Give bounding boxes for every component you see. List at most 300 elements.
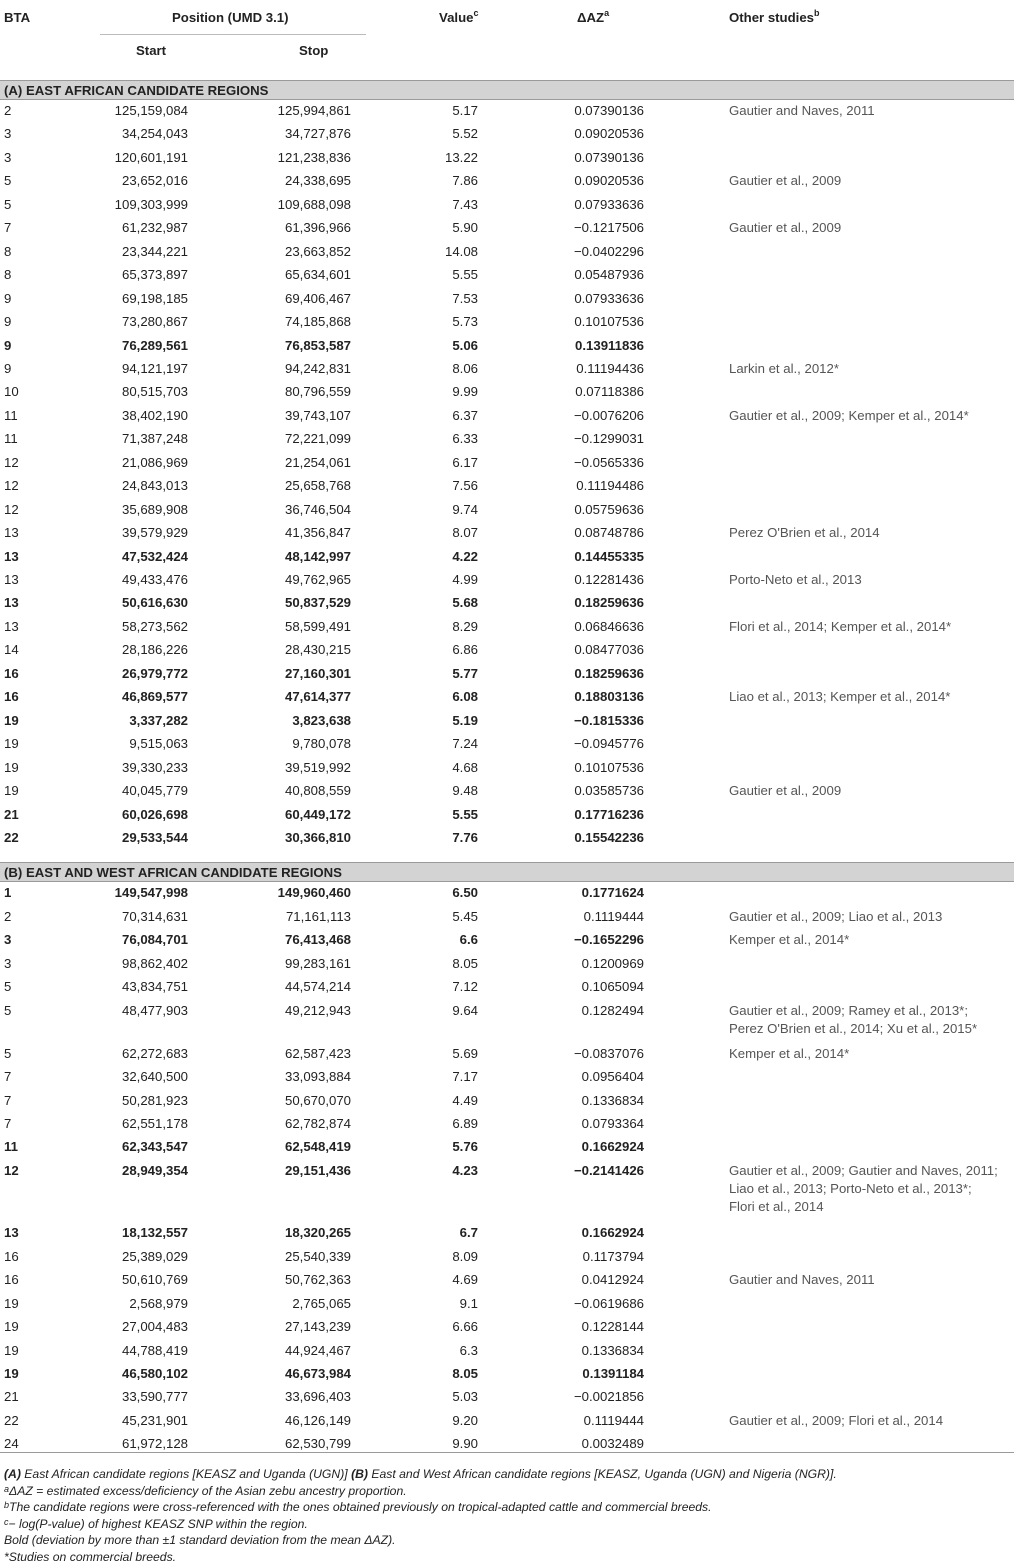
cell-value: 5.73	[452, 314, 478, 330]
cell-value: 9.99	[452, 384, 478, 400]
cell-value: 5.69	[452, 1045, 478, 1061]
cell-bta: 7	[4, 1069, 12, 1085]
cell-value: 5.55	[452, 806, 478, 822]
cell-value: 5.17	[452, 103, 478, 118]
cell-daz: 0.07933636	[574, 196, 644, 212]
cell-bta: 13	[4, 595, 19, 611]
cell-value: 6.17	[452, 454, 478, 470]
cell-stop: 109,688,098	[277, 196, 351, 212]
cell-value: 7.53	[452, 290, 478, 306]
cell-start: 43,834,751	[121, 979, 188, 995]
cell-start: 65,373,897	[121, 267, 188, 283]
cell-daz: 0.1336834	[581, 1092, 644, 1108]
cell-bta: 9	[4, 314, 12, 330]
cell-stop: 50,670,070	[284, 1092, 351, 1108]
cell-daz: 0.08748786	[574, 525, 644, 541]
cell-value: 4.22	[452, 548, 478, 564]
cell-stop: 74,185,868	[284, 314, 351, 330]
cell-start: 47,532,424	[121, 548, 188, 564]
cell-start: 76,084,701	[121, 932, 188, 948]
footnote-value-text: − log(P-value) of highest KEASZ SNP within the region.	[8, 1516, 308, 1531]
cell-daz: 0.09020536	[574, 126, 644, 142]
cell-bta: 12	[4, 454, 19, 470]
cell-bta: 19	[4, 1319, 19, 1335]
footnote-b-label: (B)	[351, 1467, 368, 1481]
cell-stop: 46,673,984	[284, 1366, 351, 1381]
cell-other-studies: Liao et al., 2013; Kemper et al., 2014*	[729, 689, 951, 705]
cell-start: 80,515,703	[121, 384, 188, 400]
cell-value: 6.86	[452, 642, 478, 658]
cell-stop: 49,762,965	[284, 572, 351, 587]
footnote-other-text: The candidate regions were cross-referenced with the ones obtained previously on tropical-adapted cattle and commercial breeds.	[9, 1500, 712, 1514]
cell-value: 8.05	[452, 1366, 478, 1381]
cell-value: 6.50	[452, 885, 478, 901]
cell-stop: 41,356,847	[284, 525, 351, 541]
cell-start: 44,788,419	[121, 1342, 188, 1358]
cell-value: 6.3	[459, 1342, 478, 1358]
cell-start: 73,280,867	[121, 314, 188, 330]
cell-stop: 23,663,852	[284, 243, 351, 259]
footnote-a-label: (A)	[4, 1467, 21, 1481]
cell-bta: 16	[4, 689, 19, 705]
cell-daz: 0.1391184	[582, 1366, 644, 1381]
cell-start: 69,198,185	[121, 290, 188, 306]
cell-bta: 13	[4, 572, 19, 587]
cell-other-studies: Gautier et al., 2009; Flori et al., 2014	[729, 1412, 944, 1428]
cell-start: 27,004,483	[121, 1319, 188, 1335]
cell-stop: 60,449,172	[284, 806, 351, 822]
cell-daz: 0.18803136	[574, 689, 644, 705]
cell-bta: 3	[4, 955, 12, 971]
cell-stop: 27,143,239	[284, 1319, 351, 1335]
cell-start: 28,186,226	[121, 642, 188, 658]
footnote-bold: Bold (deviation by more than ±1 standard deviation from the mean ΔAZ).	[4, 1533, 396, 1547]
cell-stop: 72,221,099	[284, 431, 351, 447]
cell-value: 9.1	[459, 1295, 478, 1311]
cell-daz: 0.1228144	[581, 1319, 644, 1335]
cell-value: 7.24	[452, 736, 478, 752]
cell-stop: 71,161,113	[285, 908, 351, 924]
cell-stop: 149,960,460	[277, 885, 351, 901]
cell-stop: 94,242,831	[284, 360, 351, 376]
header-daz	[577, 10, 609, 25]
cell-daz: 0.08477036	[574, 642, 644, 658]
footnote-commercial: *Studies on commercial breeds.	[4, 1549, 177, 1564]
cell-start: 26,979,772	[121, 665, 188, 681]
cell-value: 8.05	[452, 955, 478, 971]
cell-daz: 0.1336834	[581, 1342, 644, 1358]
cell-daz: −0.0619686	[573, 1295, 644, 1311]
footnote-other-sup: b	[4, 1500, 10, 1510]
footnote-value-sup: c	[4, 1516, 9, 1527]
cell-daz: 0.09020536	[574, 173, 644, 189]
cell-value: 7.56	[452, 478, 478, 494]
cell-daz: 0.1282494	[581, 1002, 644, 1018]
cell-value: 7.43	[452, 196, 478, 212]
cell-value: 4.68	[452, 759, 478, 775]
cell-bta: 5	[4, 196, 12, 212]
cell-daz: 0.10107536	[574, 314, 644, 330]
cell-stop: 62,530,799	[284, 1436, 351, 1452]
cell-start: 23,652,016	[121, 173, 188, 189]
cell-value: 5.52	[452, 126, 478, 142]
cell-bta: 16	[4, 1248, 19, 1264]
cell-bta: 3	[4, 932, 12, 948]
footnote-value	[4, 1516, 1010, 1533]
cell-stop: 39,743,107	[284, 407, 351, 423]
cell-other-studies: Kemper et al., 2014*	[729, 932, 850, 948]
cell-other-studies: Gautier et al., 2009	[729, 783, 842, 799]
cell-start: 71,387,248	[121, 431, 188, 447]
cell-daz: 0.15542236	[574, 829, 644, 845]
cell-start: 62,343,547	[121, 1139, 188, 1155]
cell-start: 60,026,698	[121, 806, 188, 822]
cell-other-studies: Kemper et al., 2014*	[729, 1045, 850, 1061]
cell-daz: 0.11194436	[576, 360, 644, 376]
cell-bta: 8	[4, 267, 12, 283]
cell-daz: −0.2141426	[573, 1162, 644, 1178]
cell-daz: −0.0076206	[573, 407, 644, 423]
footnote-daz-sup: a	[4, 1483, 10, 1494]
cell-bta: 12	[4, 478, 19, 494]
cell-stop: 33,093,884	[284, 1069, 351, 1085]
cell-value: 6.6	[459, 932, 478, 948]
cell-start: 120,601,191	[114, 149, 188, 165]
cell-value: 5.76	[452, 1139, 478, 1155]
cell-stop: 50,837,529	[284, 595, 351, 611]
cell-daz: −0.1815336	[573, 712, 644, 728]
cell-bta: 13	[4, 548, 19, 564]
cell-stop: 2,765,065	[292, 1295, 351, 1311]
header-other-label: Other studies	[729, 10, 815, 25]
section-header: (A) EAST AFRICAN CANDIDATE REGIONS	[0, 80, 1014, 100]
cell-other-studies: Flori et al., 2014; Kemper et al., 2014*	[729, 618, 952, 634]
cell-bta: 16	[4, 665, 19, 681]
cell-value: 7.17	[452, 1069, 478, 1085]
cell-start: 98,862,402	[121, 955, 188, 971]
cell-value: 4.23	[452, 1162, 478, 1178]
cell-start: 39,330,233	[121, 759, 188, 775]
cell-stop: 49,212,943	[284, 1002, 351, 1018]
cell-value: 6.66	[452, 1319, 478, 1335]
cell-start: 39,579,929	[121, 525, 188, 541]
cell-stop: 44,574,214	[284, 979, 351, 995]
cell-stop: 9,780,078	[292, 736, 351, 752]
cell-other-studies: Gautier et al., 2009; Liao et al., 2013	[729, 908, 943, 924]
table-bottom-rule	[0, 1452, 1014, 1453]
cell-bta: 11	[4, 407, 18, 423]
cell-value: 9.74	[452, 501, 478, 517]
cell-bta: 19	[4, 1342, 19, 1358]
footnote-other-studies	[4, 1499, 1010, 1516]
cell-daz: 0.07933636	[574, 290, 644, 306]
cell-value: 8.06	[452, 360, 478, 376]
cell-daz: 0.0032489	[581, 1436, 644, 1452]
cell-start: 29,533,544	[121, 829, 188, 845]
footnote-a-text: East African candidate regions [KEASZ and Uganda (UGN)]	[20, 1467, 352, 1481]
cell-stop: 33,696,403	[284, 1389, 351, 1405]
cell-other-studies: Porto-Neto et al., 2013	[729, 572, 862, 587]
header-other-sup: b	[814, 8, 820, 18]
cell-stop: 46,126,149	[284, 1412, 351, 1428]
cell-daz: −0.1217506	[573, 220, 644, 236]
cell-daz: −0.1299031	[573, 431, 644, 447]
cell-bta: 13	[4, 1225, 19, 1241]
cell-other-studies: Gautier et al., 2009; Kemper et al., 2014*	[729, 407, 969, 423]
cell-bta: 8	[4, 243, 12, 259]
cell-bta: 12	[4, 501, 19, 517]
cell-stop: 27,160,301	[284, 665, 351, 681]
cell-bta: 5	[4, 173, 12, 189]
cell-value: 7.86	[452, 173, 478, 189]
section-header: (B) EAST AND WEST AFRICAN CANDIDATE REGIONS	[0, 862, 1014, 882]
cell-value: 5.55	[452, 267, 478, 283]
footnote-daz	[4, 1483, 1010, 1500]
cell-daz: 0.05487936	[574, 267, 644, 283]
cell-stop: 76,853,587	[284, 337, 351, 353]
footnote-sections	[4, 1466, 1010, 1483]
cell-stop: 48,142,997	[284, 548, 351, 564]
cell-bta: 19	[4, 1366, 19, 1381]
cell-value: 5.68	[452, 595, 478, 611]
cell-start: 76,289,561	[121, 337, 188, 353]
cell-stop: 61,396,966	[284, 220, 351, 236]
cell-other-studies: Gautier et al., 2009	[729, 173, 842, 189]
cell-stop: 24,338,695	[284, 173, 351, 189]
cell-daz: 0.07390136	[574, 149, 644, 165]
cell-bta: 12	[4, 1162, 19, 1178]
cell-value: 5.45	[452, 908, 478, 924]
cell-stop: 29,151,436	[284, 1162, 351, 1178]
cell-stop: 28,430,215	[284, 642, 351, 658]
cell-bta: 13	[4, 618, 19, 634]
cell-stop: 62,548,419	[284, 1139, 351, 1155]
cell-start: 48,477,903	[121, 1002, 188, 1018]
cell-start: 28,949,354	[121, 1162, 188, 1178]
cell-daz: 0.1119444	[583, 908, 644, 924]
cell-start: 3,337,282	[129, 712, 188, 728]
cell-stop: 99,283,161	[284, 955, 351, 971]
cell-start: 32,640,500	[121, 1069, 188, 1085]
header-position-group: Position (UMD 3.1)	[172, 10, 289, 25]
cell-bta: 9	[4, 360, 12, 376]
cell-start: 40,045,779	[121, 783, 188, 799]
cell-start: 21,086,969	[121, 454, 188, 470]
cell-value: 4.69	[452, 1272, 478, 1288]
cell-daz: 0.12281436	[574, 572, 644, 587]
cell-value: 8.09	[452, 1248, 478, 1264]
cell-start: 35,689,908	[121, 501, 188, 517]
cell-start: 70,314,631	[121, 908, 188, 924]
cell-other-studies: Gautier et al., 2009; Ramey et al., 2013*; Perez O'Brien et al., 2014; Xu et al., 2015*	[729, 1002, 978, 1036]
cell-start: 109,303,999	[114, 196, 188, 212]
footnote-daz-text: ΔAZ = estimated excess/deficiency of the Asian zebu ancestry proportion.	[9, 1483, 407, 1498]
cell-start: 50,610,769	[121, 1272, 188, 1288]
cell-stop: 58,599,491	[284, 618, 351, 634]
cell-value: 5.19	[452, 712, 478, 728]
cell-daz: 0.06846636	[574, 618, 644, 634]
cell-stop: 69,406,467	[284, 290, 351, 306]
cell-bta: 1	[4, 885, 12, 901]
cell-bta: 10	[4, 384, 19, 400]
cell-value: 9.48	[452, 783, 478, 799]
cell-value: 7.76	[452, 829, 478, 845]
cell-start: 50,616,630	[121, 595, 188, 611]
cell-daz: 0.0793364	[581, 1115, 644, 1131]
cell-start: 46,869,577	[121, 689, 188, 705]
cell-stop: 25,540,339	[284, 1248, 351, 1264]
cell-bta: 11	[4, 431, 18, 447]
cell-value: 5.77	[452, 665, 478, 681]
cell-daz: 0.13911836	[575, 337, 644, 353]
cell-bta: 13	[4, 525, 19, 541]
cell-bta: 21	[4, 1389, 19, 1405]
cell-value: 6.37	[452, 407, 478, 423]
cell-bta: 9	[4, 337, 12, 353]
header-daz-label: ΔAZ	[577, 10, 605, 25]
cell-bta: 19	[4, 736, 19, 752]
cell-other-studies: Larkin et al., 2012*	[729, 360, 839, 376]
cell-other-studies: Gautier et al., 2009	[729, 220, 842, 236]
header-stop: Stop	[299, 43, 329, 58]
position-group-underline	[100, 34, 366, 35]
cell-value: 7.12	[452, 979, 478, 995]
cell-value: 5.90	[452, 220, 478, 236]
cell-value: 13.22	[444, 149, 478, 165]
header-value-sup: c	[473, 8, 479, 18]
cell-bta: 9	[4, 290, 12, 306]
cell-other-studies: Gautier and Naves, 2011	[729, 103, 875, 118]
cell-stop: 62,587,423	[284, 1045, 351, 1061]
cell-bta: 21	[4, 806, 19, 822]
cell-other-studies: Gautier et al., 2009; Gautier and Naves, 2011; Liao et al., 2013; Porto-Neto et al., 2013*; Flori et al., 2014	[729, 1162, 998, 1214]
cell-start: 25,389,029	[121, 1248, 188, 1264]
cell-start: 46,580,102	[121, 1366, 188, 1381]
cell-daz: 0.1200969	[581, 955, 644, 971]
cell-bta: 24	[4, 1436, 19, 1452]
header-value	[439, 10, 478, 25]
cell-daz: 0.03585736	[574, 783, 644, 799]
header-bta: BTA	[4, 10, 31, 25]
cell-bta: 7	[4, 220, 12, 236]
cell-stop: 36,746,504	[284, 501, 351, 517]
cell-bta: 19	[4, 759, 19, 775]
cell-daz: 0.1662924	[581, 1225, 644, 1241]
cell-value: 9.64	[452, 1002, 478, 1018]
cell-stop: 50,762,363	[284, 1272, 351, 1288]
cell-start: 49,433,476	[121, 572, 188, 587]
cell-start: 149,547,998	[114, 885, 188, 901]
cell-start: 24,843,013	[121, 478, 188, 494]
cell-daz: 0.14455335	[574, 548, 644, 564]
cell-daz: 0.1119444	[583, 1412, 644, 1428]
cell-stop: 18,320,265	[284, 1225, 351, 1241]
cell-bta: 19	[4, 712, 19, 728]
cell-bta: 19	[4, 783, 19, 799]
cell-start: 9,515,063	[129, 736, 188, 752]
cell-bta: 5	[4, 1002, 12, 1018]
cell-value: 6.33	[452, 431, 478, 447]
cell-stop: 62,782,874	[284, 1115, 351, 1131]
cell-value: 6.08	[452, 689, 478, 705]
cell-daz: −0.1652296	[573, 932, 644, 948]
header-value-label: Value	[439, 10, 474, 25]
cell-start: 23,344,221	[121, 243, 188, 259]
cell-stop: 121,238,836	[277, 149, 351, 165]
cell-value: 8.07	[452, 525, 478, 541]
cell-bta: 7	[4, 1092, 12, 1108]
cell-stop: 76,413,468	[284, 932, 351, 948]
cell-bta: 19	[4, 1295, 19, 1311]
cell-value: 6.7	[459, 1225, 478, 1241]
cell-value: 14.08	[444, 243, 478, 259]
cell-stop: 65,634,601	[284, 267, 351, 283]
cell-other-studies: Perez O'Brien et al., 2014	[729, 525, 880, 541]
cell-value: 8.29	[452, 618, 478, 634]
cell-value: 9.90	[452, 1436, 478, 1452]
cell-bta: 2	[4, 103, 12, 118]
header-other-studies	[729, 10, 820, 25]
cell-bta: 22	[4, 829, 19, 845]
cell-start: 94,121,197	[121, 360, 188, 376]
cell-stop: 25,658,768	[284, 478, 351, 494]
cell-daz: −0.0021856	[573, 1389, 644, 1405]
cell-daz: 0.1662924	[581, 1139, 644, 1155]
cell-daz: 0.11194486	[576, 478, 644, 494]
cell-daz: 0.07118386	[575, 384, 644, 400]
cell-daz: 0.0412924	[581, 1272, 644, 1288]
cell-start: 50,281,923	[121, 1092, 188, 1108]
cell-daz: −0.0565336	[573, 454, 644, 470]
cell-stop: 40,808,559	[284, 783, 351, 799]
cell-daz: 0.18259636	[574, 665, 644, 681]
footnotes	[4, 1466, 1010, 1565]
cell-daz: −0.0945776	[573, 736, 644, 752]
cell-bta: 7	[4, 1115, 12, 1131]
cell-daz: 0.1173794	[582, 1248, 644, 1264]
cell-value: 5.03	[452, 1389, 478, 1405]
cell-stop: 21,254,061	[284, 454, 351, 470]
cell-start: 45,231,901	[121, 1412, 188, 1428]
cell-daz: 0.18259636	[574, 595, 644, 611]
cell-daz: 0.17716236	[574, 806, 644, 822]
cell-daz: 0.1065094	[581, 979, 644, 995]
cell-daz: 0.07390136	[574, 103, 644, 118]
cell-value: 9.20	[452, 1412, 478, 1428]
cell-stop: 3,823,638	[292, 712, 351, 728]
cell-start: 2,568,979	[129, 1295, 188, 1311]
footnote-b-text: East and West African candidate regions [KEASZ, Uganda (UGN) and Nigeria (NGR)].	[367, 1467, 837, 1481]
cell-bta: 3	[4, 149, 12, 165]
cell-stop: 80,796,559	[284, 384, 351, 400]
cell-value: 6.89	[452, 1115, 478, 1131]
cell-start: 62,551,178	[121, 1115, 188, 1131]
cell-bta: 11	[4, 1139, 18, 1155]
cell-bta: 2	[4, 908, 12, 924]
cell-daz: 0.1771624	[581, 885, 644, 901]
cell-start: 125,159,084	[114, 103, 188, 118]
cell-daz: 0.10107536	[574, 759, 644, 775]
cell-start: 61,972,128	[121, 1436, 188, 1452]
cell-start: 62,272,683	[121, 1045, 188, 1061]
cell-daz: −0.0837076	[573, 1045, 644, 1061]
cell-start: 58,273,562	[121, 618, 188, 634]
cell-bta: 5	[4, 979, 12, 995]
cell-stop: 39,519,992	[284, 759, 351, 775]
cell-stop: 30,366,810	[284, 829, 351, 845]
cell-daz: 0.0956404	[581, 1069, 644, 1085]
cell-start: 33,590,777	[121, 1389, 188, 1405]
